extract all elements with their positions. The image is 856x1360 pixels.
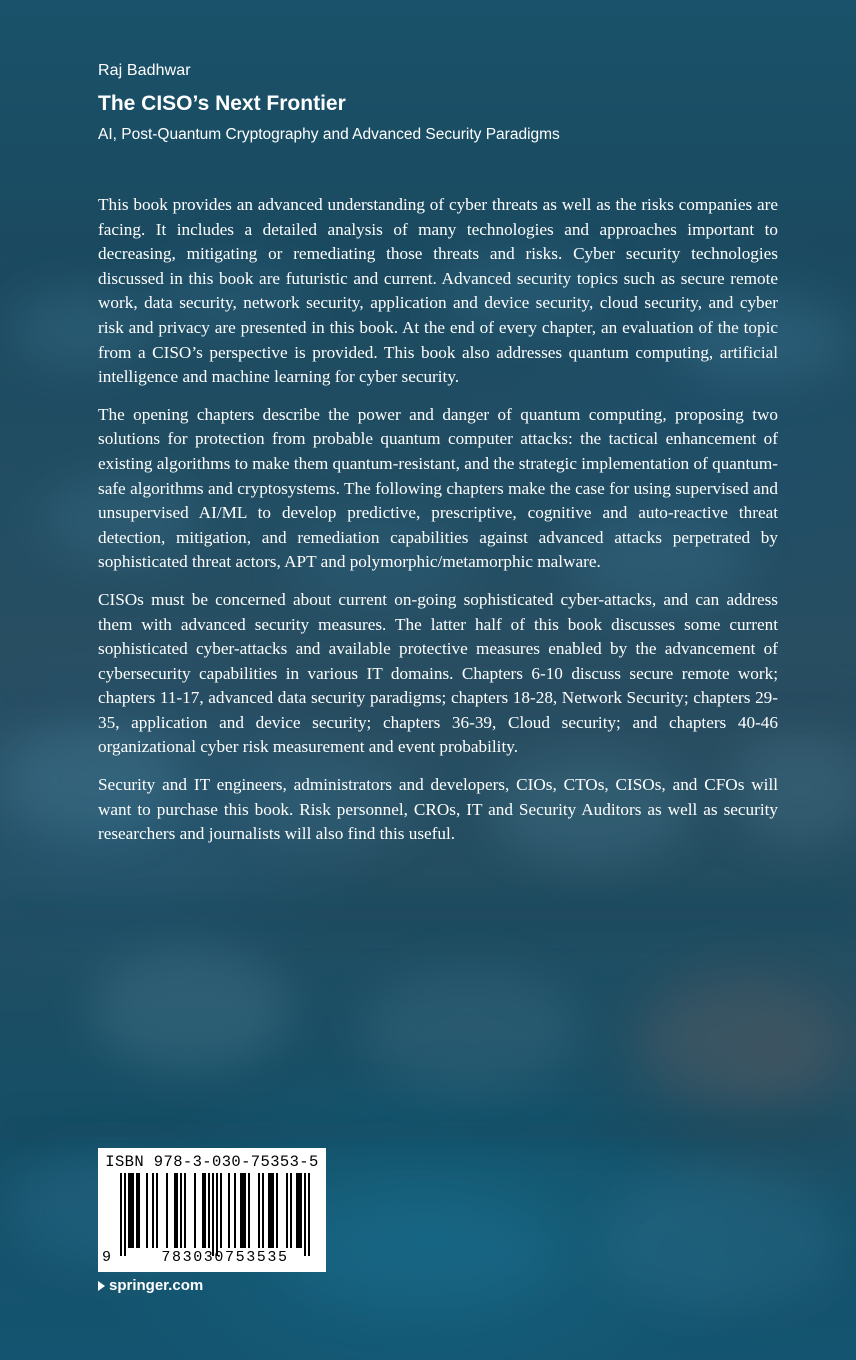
barcode-bar bbox=[166, 1173, 168, 1248]
barcode-bar bbox=[136, 1173, 138, 1248]
barcode-bar bbox=[248, 1173, 250, 1248]
barcode-bar bbox=[268, 1173, 270, 1248]
isbn-label: ISBN 978-3-030-75353-5 bbox=[105, 1153, 319, 1171]
barcode-bar bbox=[138, 1173, 140, 1248]
book-description bbox=[98, 193, 778, 860]
barcode-bar bbox=[300, 1173, 302, 1248]
barcode-bar bbox=[242, 1173, 244, 1248]
isbn-barcode bbox=[98, 1148, 326, 1272]
barcode-bar bbox=[132, 1173, 134, 1248]
barcode-bar bbox=[202, 1173, 204, 1248]
barcode-bar bbox=[290, 1173, 292, 1248]
barcode-bar bbox=[128, 1173, 130, 1248]
barcode-bar bbox=[244, 1173, 246, 1248]
barcode-bar bbox=[308, 1173, 310, 1256]
publisher-website-text: springer.com bbox=[109, 1277, 204, 1294]
ean-first-digit: 9 bbox=[102, 1249, 112, 1266]
barcode-bar bbox=[120, 1173, 122, 1256]
author-name: Raj Badhwar bbox=[98, 62, 191, 79]
barcode-bar bbox=[228, 1173, 230, 1248]
barcode-bar bbox=[220, 1173, 222, 1248]
barcode-bar bbox=[176, 1173, 178, 1248]
barcode-bar bbox=[194, 1173, 196, 1248]
description-paragraph: Security and IT engineers, administrators and developers, CIOs, CTOs, CISOs, and CFOs will want to purchase this book. Risk personnel, CROs, IT and Security Auditors as well as security researchers and journalists will also find this useful. bbox=[98, 775, 778, 844]
right-triangle-icon bbox=[98, 1281, 105, 1291]
barcode-bar bbox=[152, 1173, 154, 1248]
barcode-bar bbox=[204, 1173, 206, 1248]
book-title: The CISO’s Next Frontier bbox=[98, 92, 346, 115]
barcode-bar bbox=[286, 1173, 288, 1248]
book-subtitle: AI, Post-Quantum Cryptography and Advanced Security Paradigms bbox=[98, 126, 560, 143]
description-paragraph: The opening chapters describe the power and danger of quantum computing, proposing two solutions for protection from probable quantum computer attacks: the tactical enhancement of existing algorithms to make them quantum-resistant, and the strategic implementation of quantum-safe algorithms and cryptosystems. The following chapters make the case for using supervised and unsupervised AI/ML to develop predictive, prescriptive, cognitive and auto-reactive threat detection, mitigation, and remediation capabilities against advanced attacks perpetrated by sophisticated threat actors, APT and polymorphic/metamorphic malware. bbox=[98, 404, 778, 572]
barcode-bar bbox=[124, 1173, 126, 1256]
barcode-bar bbox=[258, 1173, 260, 1248]
ean-digits: 783030753535 bbox=[161, 1249, 289, 1266]
barcode-bar bbox=[298, 1173, 300, 1248]
barcode-bar bbox=[234, 1173, 236, 1248]
barcode-bar bbox=[130, 1173, 132, 1248]
barcode-bar bbox=[270, 1173, 272, 1248]
barcode-bar bbox=[184, 1173, 186, 1248]
barcode-bar bbox=[272, 1173, 274, 1248]
barcode-bar bbox=[240, 1173, 242, 1248]
barcode-bar bbox=[180, 1173, 182, 1248]
barcode-bar bbox=[304, 1173, 306, 1256]
barcode-bar bbox=[156, 1173, 158, 1248]
barcode-bar bbox=[212, 1173, 214, 1256]
description-paragraph: CISOs must be concerned about current on-going sophisticated cyber-attacks, and can address them with advanced security measures. The latter half of this book discusses some current sophisticated cyber-attacks and available protective measures enabled by the advancement of cybersecurity capabilities in various IT domains. Chapters 6-10 discuss secure remote work; chapters 11-17, advanced data security paradigms; chapters 18-28, Network Security; chapters 29-35, application and device security; chapters 36-39, Cloud security; and chapters 40-46 organizational cyber risk measurement and event probability. bbox=[98, 589, 778, 757]
barcode-bar bbox=[296, 1173, 298, 1248]
barcode-bar bbox=[174, 1173, 176, 1248]
barcode-bar bbox=[262, 1173, 264, 1248]
publisher-website-link[interactable] bbox=[98, 1277, 203, 1294]
barcode-bar bbox=[276, 1173, 278, 1248]
barcode-bar bbox=[216, 1173, 218, 1256]
description-paragraph: This book provides an advanced understanding of cyber threats as well as the risks companies are facing. It includes a detailed analysis of many technologies and approaches important to decreasing, mitigating or remediating those threats and risks. Cyber security technologies discussed in this book are futuristic and current. Advanced security topics such as secure remote work, data security, network security, application and device security, cloud security, and cyber risk and privacy are presented in this book. At the end of every chapter, an evaluation of the topic from a CISO’s perspective is provided. This book also addresses quantum computing, artificial intelligence and machine learning for cyber security. bbox=[98, 195, 778, 387]
barcode-bar bbox=[208, 1173, 210, 1248]
barcode-bar bbox=[146, 1173, 148, 1248]
